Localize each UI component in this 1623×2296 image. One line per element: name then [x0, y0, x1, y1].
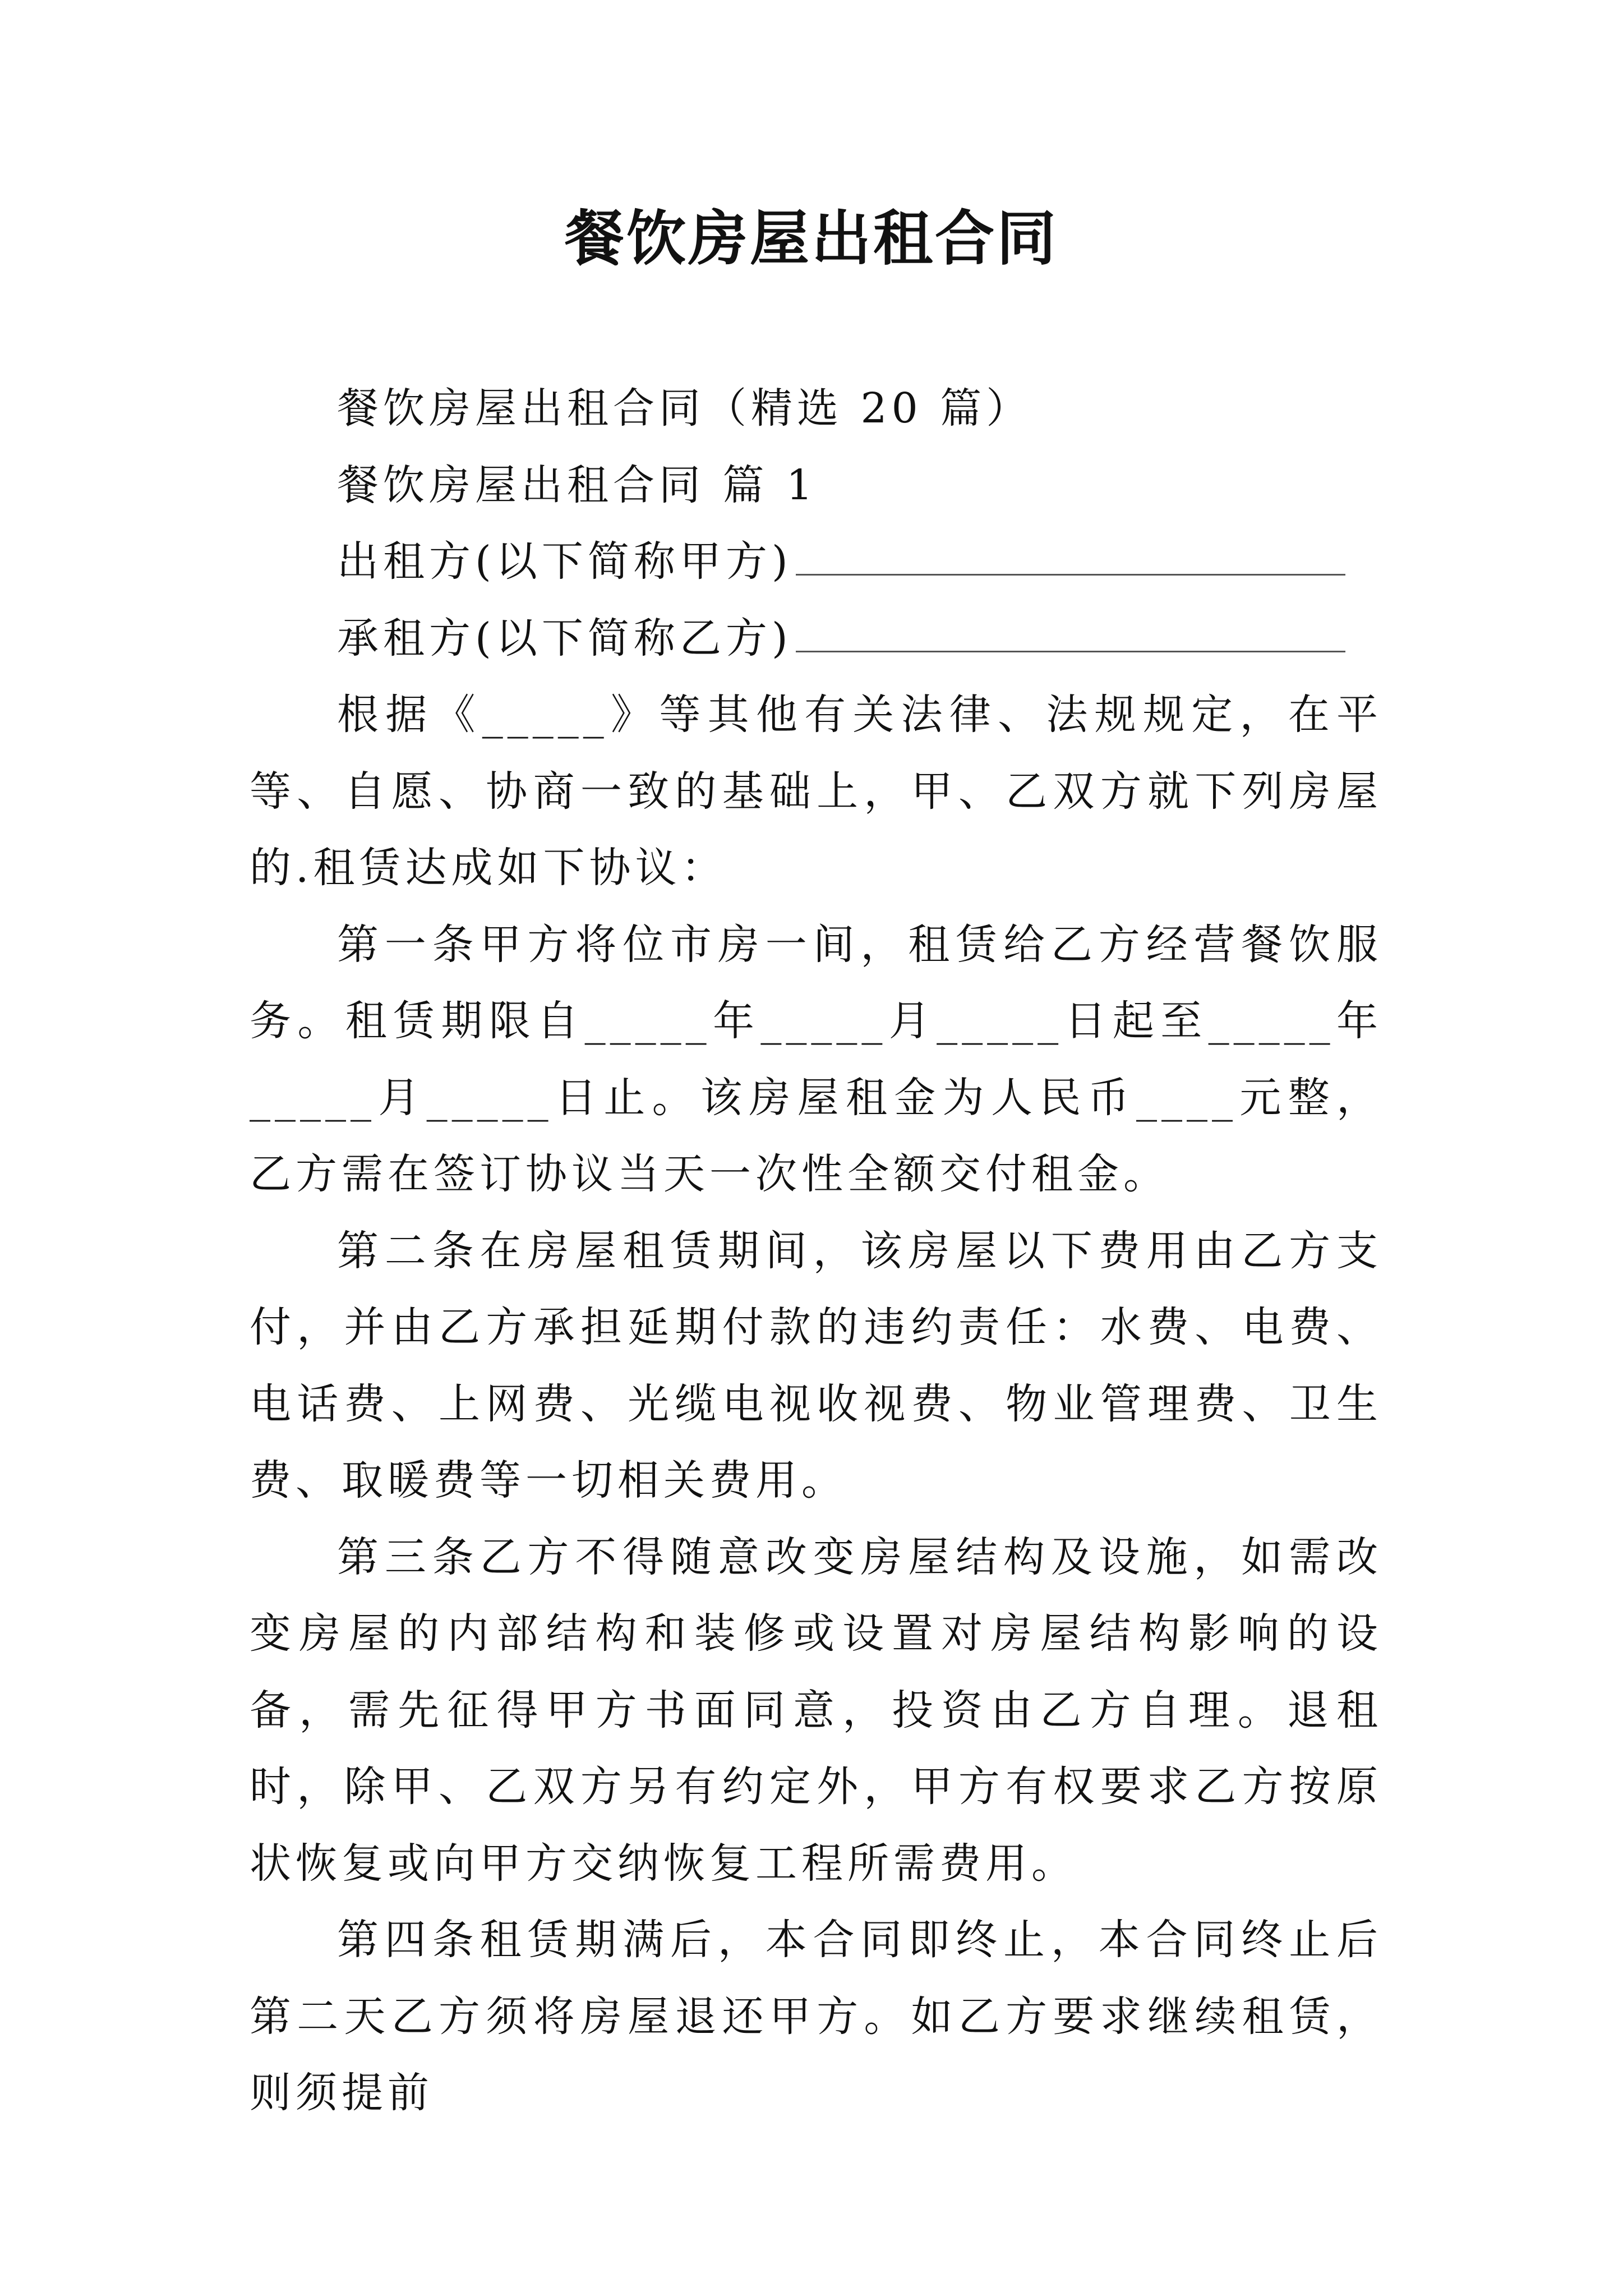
paragraph-article-1: 第一条甲方将位市房一间，租赁给乙方经营餐饮服务。租赁期限自_____年_____月_____日起至_____年_____月_____日止。该房屋租金为人民币____元整，乙方需在签订协议当天一次性全额交付租金。	[250, 920, 1382, 1198]
section-heading: 餐饮房屋出租合同 篇 1	[337, 461, 818, 509]
lessor-line	[250, 523, 1382, 600]
lessor-label: 出租方(以下简称甲方)	[337, 537, 792, 586]
lessee-blank	[796, 651, 1345, 652]
document-body	[250, 370, 1382, 2132]
document-title: 餐饮房屋出租合同	[565, 203, 1058, 273]
paragraph-article-4: 第四条租赁期满后，本合同即终止，本合同终止后第二天乙方须将房屋退还甲方。如乙方要求继续租赁，则须提前	[250, 1916, 1382, 2117]
lessor-blank	[796, 574, 1345, 576]
paragraph-preamble: 根据《_____》等其他有关法律、法规规定，在平等、自愿、协商一致的基础上，甲、乙双方就下列房屋的.租赁达成如下协议：	[250, 691, 1382, 892]
paragraph-article-3: 第三条乙方不得随意改变房屋结构及设施，如需改变房屋的内部结构和装修或设置对房屋结构影响的设备，需先征得甲方书面同意，投资由乙方自理。退租时，除甲、乙双方另有约定外，甲方有权要求乙方按原状恢复或向甲方交纳恢复工程所需费用。	[250, 1533, 1382, 1888]
paragraph-article-2: 第二条在房屋租赁期间，该房屋以下费用由乙方支付，并由乙方承担延期付款的违约责任：水费、电费、电话费、上网费、光缆电视收视费、物业管理费、卫生费、取暖费等一切相关费用。	[250, 1226, 1382, 1504]
lessee-label: 承租方(以下简称乙方)	[337, 614, 792, 662]
lessee-line	[250, 600, 1382, 677]
document-subtitle: 餐饮房屋出租合同（精选 20 篇）	[337, 384, 1032, 432]
